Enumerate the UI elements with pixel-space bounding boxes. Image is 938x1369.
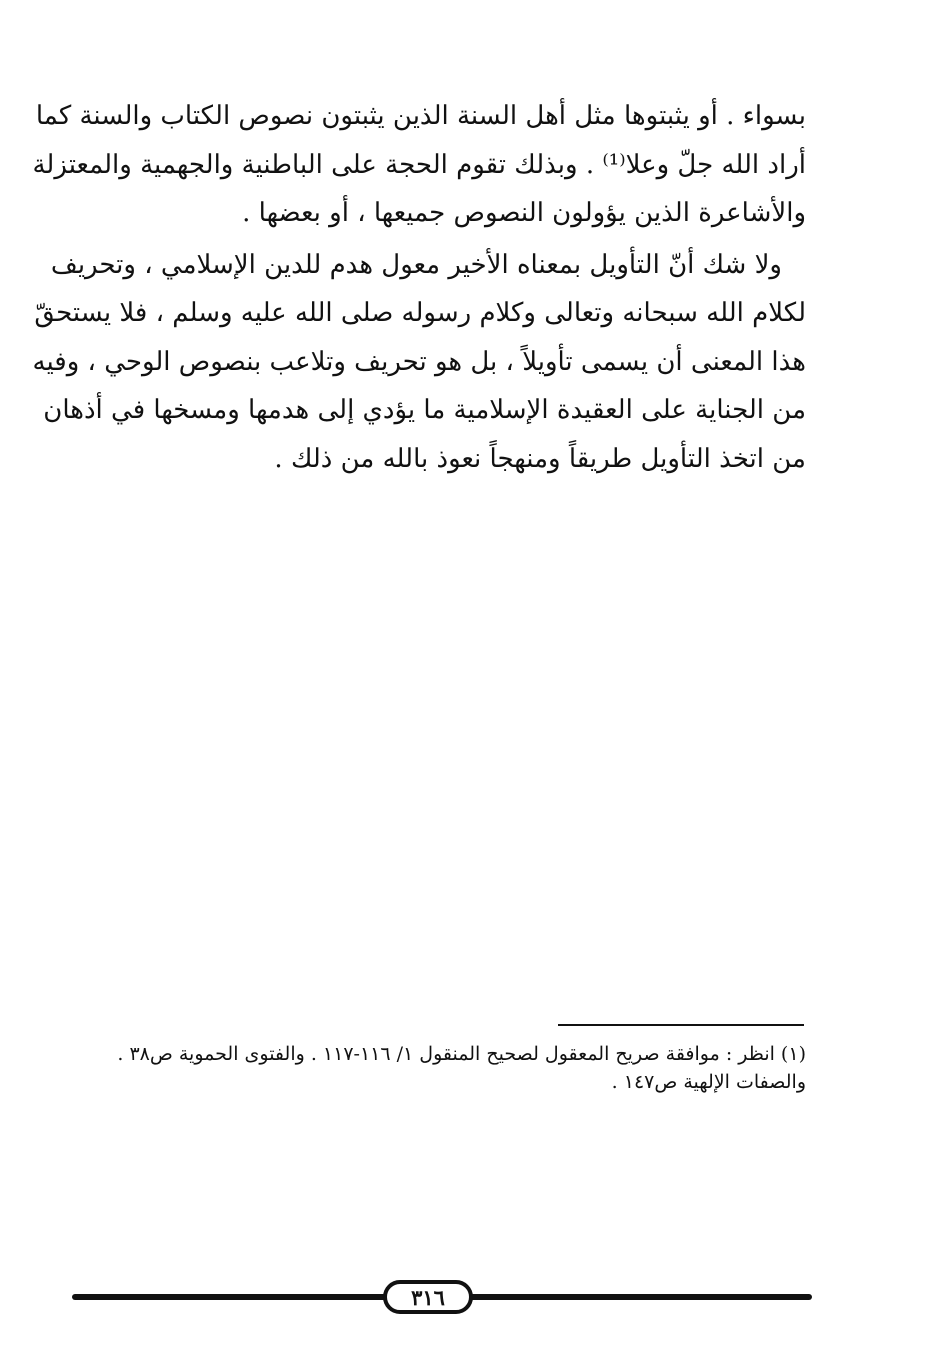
main-text	[32, 92, 806, 486]
text-line: أراد الله جلّ وعلا⁽¹⁾ . وبذلك تقوم الحجة على الباطنية والجهمية والمعتزلة	[32, 149, 806, 180]
text-line: من اتخذ التأويل طريقاً ومنهجاً نعوذ بالله من ذلك .	[274, 443, 806, 474]
text-line: لكلام الله سبحانه وتعالى وكلام رسوله صلى الله عليه وسلم ، فلا يستحقّ	[34, 298, 806, 328]
text-line: من الجناية على العقيدة الإسلامية ما يؤدي إلى هدمها ومسخها في أذهان	[43, 395, 806, 425]
footnotes	[66, 1040, 806, 1096]
paragraph-1	[32, 92, 806, 238]
paragraph-2	[32, 241, 806, 484]
footnote-line: والصفات الإلهية ص١٤٧ .	[611, 1071, 806, 1093]
footnote-divider	[558, 1024, 804, 1026]
text-line: بسواء . أو يثبتوها مثل أهل السنة الذين يثبتون نصوص الكتاب والسنة كما	[35, 101, 806, 131]
page-number: ٣١٦	[411, 1284, 445, 1310]
text-line: والأشاعرة الذين يؤولون النصوص جميعها ، أو بعضها .	[242, 198, 806, 228]
page-number-badge	[383, 1280, 473, 1314]
text-line: ولا شك أنّ التأويل بمعناه الأخير معول هدم للدين الإسلامي ، وتحريف	[50, 249, 782, 280]
text-line: هذا المعنى أن يسمى تأويلاً ، بل هو تحريف وتلاعب بنصوص الوحي ، وفيه	[32, 346, 806, 377]
footnote-line: (١) انظر : موافقة صريح المعقول لصحيح المنقول ١/ ١١٦-١١٧ . والفتوى الحموية ص٣٨ .	[117, 1043, 806, 1065]
